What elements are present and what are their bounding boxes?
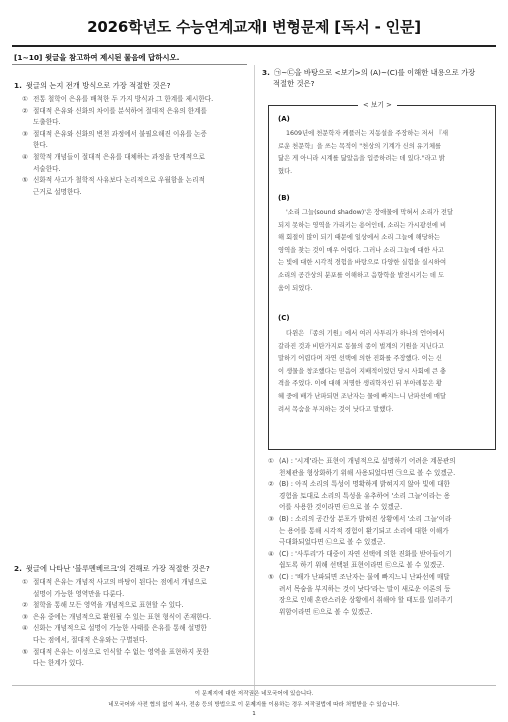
- q2-number: 2.: [14, 564, 22, 573]
- option-line: (C) : '사투리'가 대중이 자연 선택에 의한 진화를 받아들이기: [279, 549, 452, 558]
- option-line: 신화는 개념적으로 설명이 가능한 사태를 은유를 통해 설명한: [33, 624, 207, 633]
- passage-line: 려서 목숨을 부지하는 것이 낫다고 말했다.: [278, 405, 394, 413]
- option-mark: ⑤: [22, 647, 28, 656]
- q3-option-1: [268, 456, 496, 479]
- q3-option-5: [268, 572, 496, 618]
- option-mark: ④: [22, 152, 28, 161]
- option-line: 은유 중에는 개념적으로 환원될 수 있는 표현 형식이 존재한다.: [33, 612, 212, 621]
- q1-number: 1.: [14, 81, 22, 90]
- bogi-section-a-label: (A): [278, 115, 290, 123]
- option-text: [279, 549, 496, 572]
- q1-options: [22, 94, 248, 198]
- passage-line: 격을 주었다. 이에 대해 저명한 생리학자인 뒤 부아레몽은 황: [278, 380, 443, 388]
- passage-line: 영역을 찾는 것이 매우 어렵다. 그러나 소리 그늘에 대한 사고: [278, 246, 445, 254]
- page-number: 1: [252, 711, 256, 717]
- q3-stem: [262, 67, 498, 89]
- q3-options: [268, 456, 496, 618]
- option-text: [33, 152, 248, 175]
- bogi-label: < 보기 >: [358, 99, 397, 109]
- option-mark: ③: [268, 514, 274, 523]
- option-line: 려서 목숨을 부지하는 것이 낫다'라는 말이 새로운 이론의 등: [279, 584, 451, 593]
- option-text: [279, 456, 496, 479]
- q3-option-3: [268, 514, 496, 549]
- column-divider: [254, 65, 255, 707]
- q2-option-3: [22, 612, 248, 624]
- page-title: 2026학년도 수능연계교재Ⅰ 변형문제 [독서 - 인문]: [87, 18, 421, 36]
- option-text: [33, 600, 248, 612]
- q1-stem: [14, 80, 171, 91]
- passage-line: 되지 못하는 영역을 가리키는 용어인데, 소리는 가시광선에 비: [278, 221, 447, 229]
- option-mark: ②: [268, 480, 274, 489]
- option-line: 다는 한계가 있다.: [33, 659, 84, 668]
- option-line: 쉽도록 하기 위해 선택된 표현이라면 ㉢으로 볼 수 있겠군.: [279, 561, 445, 570]
- option-text: [33, 94, 248, 106]
- passage-line: 혜 중에 배가 난파되면 조난자는 물에 빠지느니 난파선에 매달: [278, 392, 447, 400]
- q2-option-2: [22, 600, 248, 612]
- option-mark: ①: [22, 95, 28, 103]
- passage-line: '소리 그늘(sound shadow)'은 장애물에 막혀서 소리가 전달: [286, 209, 454, 216]
- q1-option-2: [22, 106, 248, 129]
- option-line: 절대적 은유는 이성으로 인식할 수 없는 영역을 표현하지 못한: [33, 647, 210, 656]
- q3-number: 3.: [262, 68, 270, 77]
- passage-line: 갈라진 것과 비탄가지로 동물의 종이 벌계의 기원을 지닌다고: [278, 342, 445, 350]
- q1-stem-text: 윗글의 논지 전개 방식으로 가장 적절한 것은?: [25, 81, 171, 90]
- option-text: [279, 479, 496, 514]
- option-line: 경험을 토대로 소리의 특성을 유추하여 '소리 그늘'이라는 용: [279, 491, 451, 500]
- header-rule: [12, 45, 496, 47]
- bogi-section-b-label: (B): [278, 194, 290, 202]
- option-line: (C) : '배가 난파되면 조난자는 물에 빠지느니 난파선에 매달: [279, 572, 450, 581]
- option-line: 근거로 설명한다.: [33, 187, 82, 196]
- q2-option-4: [22, 623, 248, 646]
- q3-stem-line-1: ㉠~㉢을 바탕으로 <보기>의 (A)~(C)를 이해한 내용으로 가장: [273, 68, 476, 77]
- option-line: 철학적 개념들이 절대적 은유를 대체하는 과정을 단계적으로: [33, 152, 205, 161]
- option-line: 신화적 사고가 철학적 사유보다 논리적으로 우월함을 논리적: [33, 176, 205, 185]
- passage-line: 해 회절이 많이 되기 때문에 일상에서 소리 그늘에 해당하는: [278, 234, 440, 242]
- option-line: (B) : 아직 소리의 특성이 명확하게 밝혀지지 않아 빛에 대한: [279, 480, 450, 489]
- q2-stem-text: 윗글에 나타난 '블루멘베르크'의 견해로 가장 적절한 것은?: [25, 564, 210, 573]
- q2-options: [22, 577, 248, 670]
- passage-line: 로운 천문학』을 쓰는 목적이 "천상의 기계가 신의 유기체를: [278, 142, 442, 150]
- bogi-section-c: [278, 328, 490, 416]
- option-text: [279, 514, 496, 549]
- q1-option-4: [22, 152, 248, 175]
- instruction: [1~10] 윗글을 참고하여 제시된 물음에 답하시오.: [14, 53, 180, 62]
- q2-option-1: [22, 577, 248, 600]
- passage-line: 혔다.: [278, 167, 293, 175]
- q3-option-2: [268, 479, 496, 514]
- option-text: [33, 623, 248, 646]
- option-line: 서술한다.: [33, 164, 61, 173]
- passage-line: 1609년에 천문학자 케플러는 지동설을 주장하는 저서 『새: [286, 130, 449, 137]
- q2-option-5: [22, 647, 248, 670]
- q1-option-1: [22, 94, 248, 106]
- option-line: 절대적 은유와 신화의 변천 과정에서 불필요해진 이유를 논증: [33, 129, 207, 138]
- option-mark: ①: [268, 457, 274, 465]
- option-line: 철학을 통해 모든 영역을 개념적으로 표현할 수 있다.: [33, 601, 184, 610]
- q3-option-4: [268, 549, 496, 572]
- option-mark: ③: [22, 612, 28, 621]
- option-line: (B) : 소리의 공간상 분포가 밝혀진 상황에서 '소리 그늘'이라: [279, 514, 452, 523]
- option-line: 절대적 은유는 개념적 사고의 바탕이 된다는 점에서 개념으로: [33, 578, 207, 586]
- option-line: 위함이라면 ㉢으로 볼 수 있겠군.: [279, 607, 373, 616]
- option-text: [33, 106, 248, 129]
- option-line: 다는 점에서, 절대적 은유와는 구별된다.: [33, 635, 148, 644]
- passage-line: 이 생물을 창조했다는 믿음이 지배적이었던 당시 사회에 큰 충: [278, 367, 447, 375]
- option-line: 도출한다.: [33, 118, 61, 127]
- passage-line: 닮은 게 아니라 시계를 닮았음을 입증하려는 데 있다."라고 밝: [278, 155, 445, 163]
- option-text: [33, 577, 248, 600]
- option-text: [33, 647, 248, 670]
- q1-option-5: [22, 175, 248, 198]
- option-line: 어를 사용한 것이라면 ㉢으로 볼 수 있겠군.: [279, 503, 403, 512]
- option-mark: ⑤: [22, 176, 28, 185]
- option-text: [279, 572, 496, 618]
- option-line: 절대적 은유와 신화의 차이를 분석하여 절대적 은유의 한계를: [33, 106, 207, 115]
- option-mark: ②: [22, 601, 28, 610]
- option-text: [33, 175, 248, 198]
- q2-stem: [14, 563, 210, 574]
- option-mark: ③: [22, 129, 28, 138]
- option-mark: ④: [22, 624, 28, 633]
- instruction-rule: [12, 64, 247, 65]
- option-line: 전통 철학이 은유를 배척한 두 가지 방식과 그 한계를 제시한다.: [33, 95, 214, 103]
- bogi-section-a: [278, 128, 490, 178]
- footer-rule: [12, 685, 496, 686]
- q1-option-3: [22, 129, 248, 152]
- copyright-warning: 네모국어와 사전 협의 없이 복사, 전송 등의 방법으로 이 문제지를 이용하는 경우 저작권법에 따라 처벌받을 수 있습니다.: [108, 702, 400, 708]
- option-mark: ①: [22, 578, 28, 586]
- bogi-section-b: [278, 207, 490, 295]
- q3-stem-line-2: 적절한 것은?: [273, 79, 315, 88]
- option-mark: ④: [268, 549, 274, 558]
- option-line: 극대화되었다면 ㉡으로 볼 수 있겠군.: [279, 538, 386, 547]
- passage-line: 소리의 공간상의 분포를 이해하고 음향학을 발전시키는 데 도: [278, 271, 445, 279]
- option-mark: ⑤: [268, 572, 274, 581]
- option-line: 는 용어를 통해 시각적 경험이 환기되고 소리에 대한 이해가: [279, 526, 449, 535]
- option-line: 장으로 인해 혼란스러운 상황에서 취해야 할 태도를 일러주기: [279, 596, 453, 605]
- passage-line: 움이 되었다.: [278, 284, 313, 292]
- option-text: [33, 612, 248, 624]
- copyright-notice: 이 문제지에 대한 저작권은 네모국어에 있습니다.: [194, 691, 314, 697]
- passage-line: 말하기 어렵다며 자연 선택에 의한 진화를 주장했다. 이는 신: [278, 355, 443, 363]
- bogi-section-c-label: (C): [278, 314, 290, 322]
- option-line: 설명이 가능한 영역만을 다룬다.: [33, 589, 125, 598]
- option-line: 천체관을 형상화하기 위해 사용되었다면 ㉠으로 볼 수 있겠군.: [279, 468, 456, 477]
- passage-line: 다윈은 『종의 기원』에서 여러 사투리가 하나의 언어에서: [286, 330, 445, 337]
- option-text: [33, 129, 248, 152]
- option-line: 한다.: [33, 141, 48, 150]
- option-mark: ②: [22, 106, 28, 115]
- passage-line: 는 빛에 대한 시각적 경험을 바탕으로 다양한 실험을 실시하여: [278, 259, 447, 267]
- option-line: (A) : '시계'라는 표현이 개념적으로 설명하기 어려운 계몽관의: [279, 457, 456, 465]
